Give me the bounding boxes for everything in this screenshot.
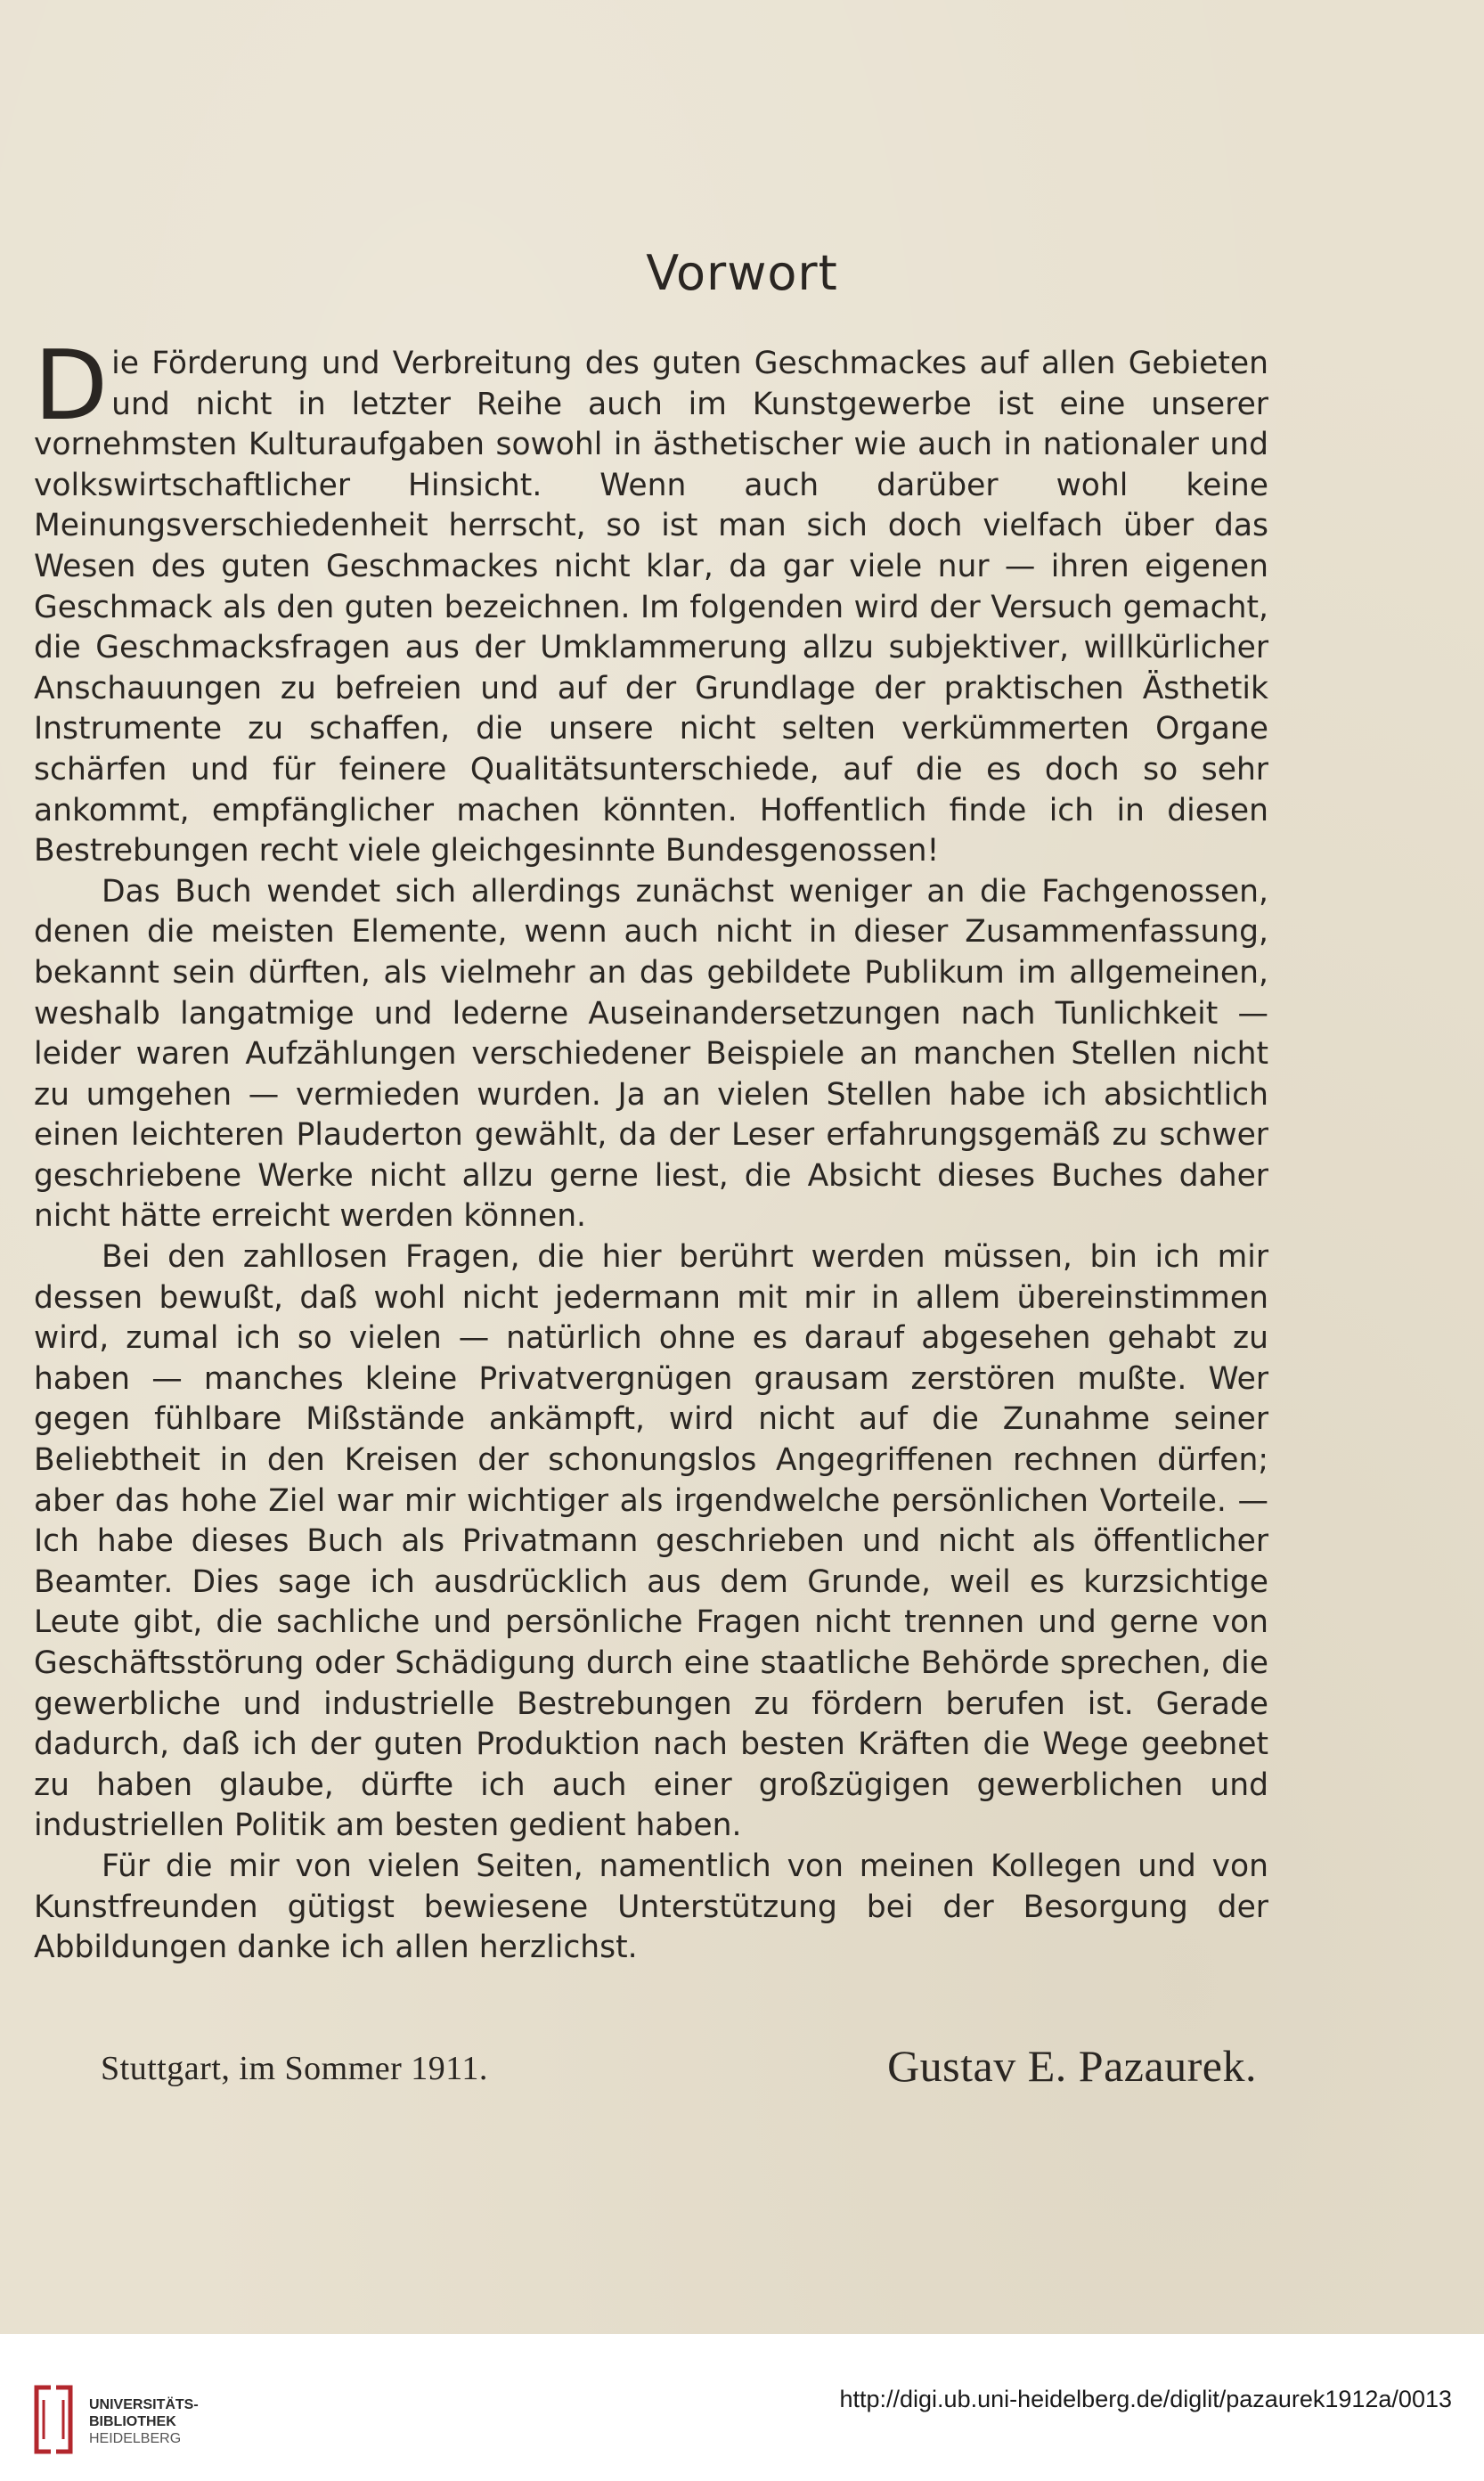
library-logo[interactable]	[31, 2377, 209, 2457]
page-title: Vorwort	[646, 245, 838, 301]
library-logo-text	[89, 2396, 199, 2447]
logo-line-2: BIBLIOTHEK	[89, 2414, 176, 2429]
paragraph-1-text: ie Förderung und Verbreitung des guten Geschmackes auf allen Gebieten und nicht in letzter Reihe auch im Kunstgewerbe ist eine unserer vornehmsten Kulturaufgaben sowohl in ästhetischer wie auch in nationaler und volkswirtschaftlicher Hinsicht. Wenn auch darüber wohl keine Meinungsverschiedenheit herrscht, so ist man sich doch vielfach über das Wesen des guten Geschmackes nicht klar, da gar viele nur — ihren eigenen Geschmack als den guten bezeichnen. Im folgenden wird der Versuch gemacht, die Geschmacksfragen aus der Umklammerung allzu subjektiver, willkürlicher Anschauungen zu befreien und auf der Grundlage der praktischen Ästhetik Instrumente zu schaffen, die unsere nicht selten verkümmerten Organe schärfen und für feinere Qualitätsunterschiede, auf die es doch so sehr ankommt, empfänglicher machen könnten. Hoffentlich finde ich in diesen Bestrebungen recht viele gleichgesinnte Bundesgenossen!	[34, 346, 1268, 869]
paragraph-4: Für die mir von vielen Seiten, namentlich von meinen Kollegen und von Kunstfreunden gütigst bewiesene Unterstützung bei der Besorgung der Abbildungen danke ich allen herzlichst.	[34, 1848, 1268, 1966]
logo-line-1: UNIVERSITÄTS-	[89, 2397, 199, 2412]
library-logo-icon	[31, 2377, 76, 2457]
logo-line-3: HEIDELBERG	[89, 2431, 182, 2446]
signature-author: Gustav E. Pazaurek.	[887, 2041, 1257, 2091]
paragraph-3: Bei den zahllosen Fragen, die hier berührt werden müssen, bin ich mir dessen bewußt, daß wohl nicht jedermann mit mir in allem übereinstimmen wird, zumal ich so vielen — natürlich ohne es darauf abgesehen gehabt zu haben — manches kleine Privatvergnügen grausam zerstören mußte. Wer gegen fühlbare Mißstände ankämpft, wird nicht auf die Zunahme seiner Beliebtheit in den Kreisen der schonungslos Angegriffenen rechnen dürfen; aber das hohe Ziel war mir wichtiger als irgendwelche persönlichen Vorteile. — Ich habe dieses Buch als Privatmann geschrieben und nicht als öffentlicher Beamter. Dies sage ich ausdrücklich aus dem Grunde, weil es kurzsichtige Leute gibt, die sachliche und persönliche Fragen nicht trennen und gerne von Geschäftsstörung oder Schädigung durch eine staatliche Behörde sprechen, die gewerbliche und industrielle Bestrebungen zu fördern berufen ist. Gerade dadurch, daß ich der guten Produktion nach besten Kräften die Wege geebnet zu haben glaube, dürfte ich auch einer großzügigen gewerblichen und industriellen Politik am besten gedient haben.	[34, 1239, 1268, 1844]
paragraph-1	[34, 331, 1268, 872]
paragraph-2: Das Buch wendet sich allerdings zunächst weniger an die Fachgenossen, denen die meisten Elemente, wenn auch nicht in dieser Zusammenfassung, bekannt sein dürften, als vielmehr an das gebildete Publikum im allgemeinen, weshalb langatmige und lederne Auseinandersetzungen nach Tunlichkeit — leider waren Aufzählungen verschiedener Beispiele an manchen Stellen nicht zu umgehen — vermieden wurden. Ja an vielen Stellen habe ich absichtlich einen leichteren Plauderton gewählt, da der Leser erfahrungsgemäß zu schwer geschriebene Werke nicht allzu gerne liest, die Absicht dieses Buches daher nicht hätte erreicht werden können.	[34, 873, 1268, 1235]
preface-text	[34, 331, 1268, 1969]
signature-place-date: Stuttgart, im Sommer 1911.	[101, 2050, 488, 2087]
permalink-url[interactable]: http://digi.ub.uni-heidelberg.de/diglit/pazaurek1912a/0013	[839, 2386, 1452, 2412]
drop-cap: D	[34, 331, 109, 442]
